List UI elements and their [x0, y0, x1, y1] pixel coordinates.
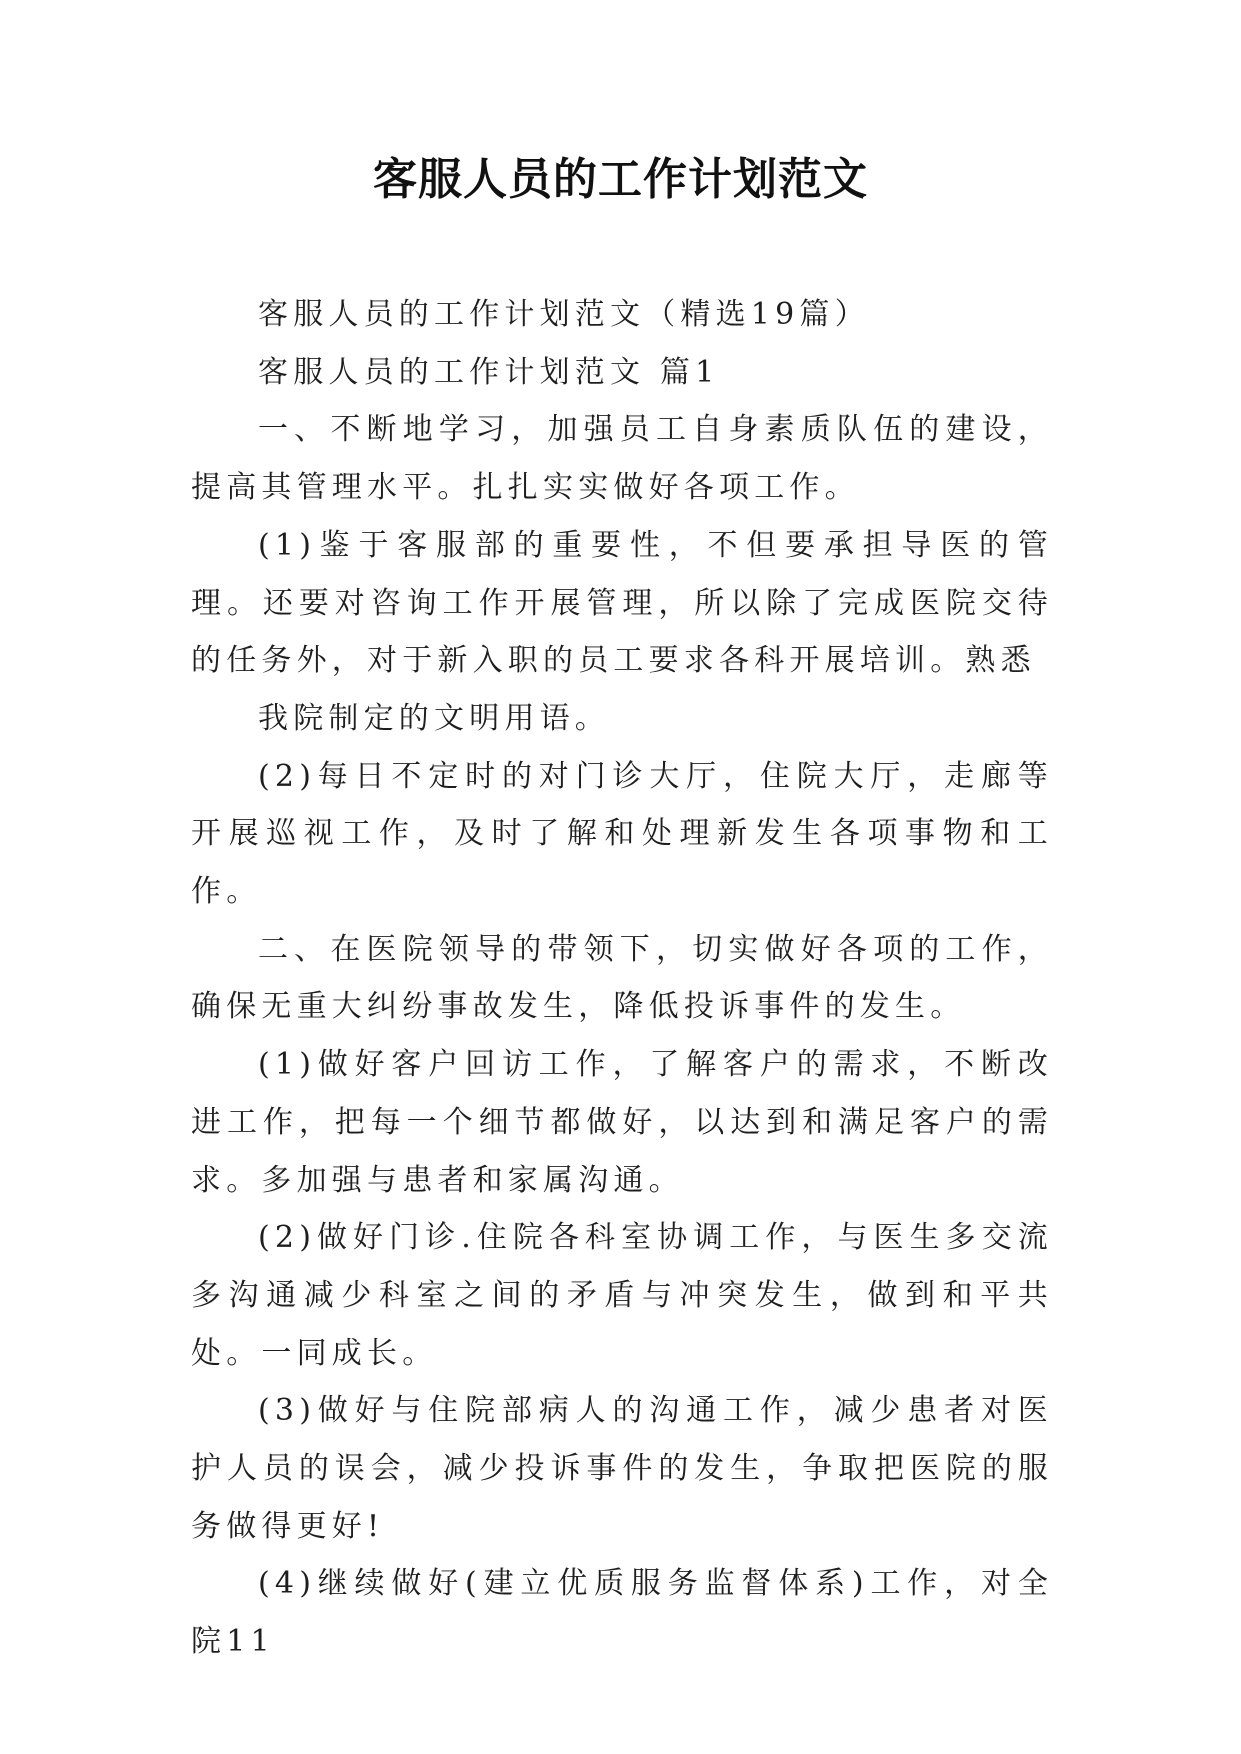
- paragraph-point-1-item-1: (1)鉴于客服部的重要性，不但要承担导医的管理。还要对咨询工作开展管理，所以除了完成医院交待的任务外，对于新入职的员工要求各科开展培训。熟悉: [191, 527, 1053, 679]
- paragraph-point-2-item-4: (4)继续做好(建立优质服务监督体系)工作，对全院11: [191, 1566, 1053, 1660]
- paragraph-point-2: 二、在医院领导的带领下，切实做好各项的工作，确保无重大纠纷事故发生，降低投诉事件的发生。: [191, 931, 1053, 1025]
- paragraph-point-1: 一、不断地学习，加强员工自身素质队伍的建设，提高其管理水平。扎扎实实做好各项工作。: [191, 412, 1053, 506]
- paragraph-subtitle: 客服人员的工作计划范文（精选19篇）: [258, 297, 870, 332]
- paragraph-point-1-item-1-cont: 我院制定的文明用语。: [258, 700, 610, 736]
- paragraph-point-1-item-2: (2)每日不定时的对门诊大厅，住院大厅，走廊等开展巡视工作，及时了解和处理新发生各项事物和工作。: [191, 758, 1053, 910]
- paragraph-point-2-item-3: (3)做好与住院部病人的沟通工作，减少患者对医护人员的误会，减少投诉事件的发生，争取把医院的服务做得更好!: [191, 1393, 1053, 1544]
- paragraph-section-heading: 客服人员的工作计划范文 篇1: [258, 354, 720, 390]
- document-title: 客服人员的工作计划范文: [373, 154, 868, 205]
- paragraph-point-2-item-2: (2)做好门诊.住院各科室协调工作，与医生多交流多沟通减少科室之间的矛盾与冲突发生，做到和平共处。一同成长。: [191, 1220, 1053, 1371]
- paragraph-point-2-item-1: (1)做好客户回访工作，了解客户的需求，不断改进工作，把每一个细节都做好，以达到和满足客户的需求。多加强与患者和家属沟通。: [191, 1047, 1053, 1198]
- document-body: [191, 286, 1053, 1671]
